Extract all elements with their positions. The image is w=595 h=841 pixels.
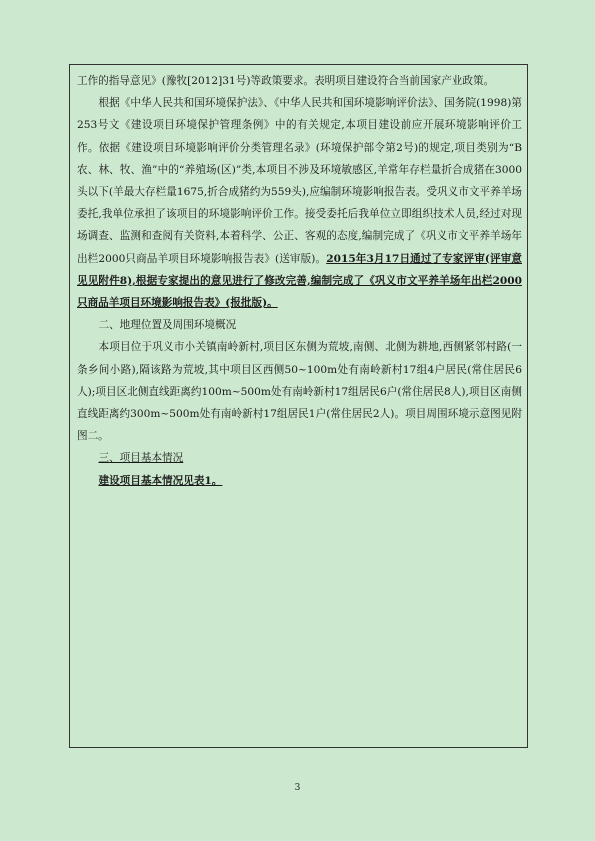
paragraph-location: 本项目位于巩义市小关镇南岭新村,项目区东侧为荒坡,南侧、北侧为耕地,西侧紧邻村路(一条乡间小路),隔该路为荒坡,其中项目区西侧50~100m处有南岭新村17组4户居民(常住居民6人);项目区北侧直线距离约100m~500m处有南岭新村17组居民6户(常住居民8人),项目区南侧直线距离约300m~500m处有南岭新村17组居民1户(常住居民2人)。项目周围环境示意图见附图二。 xyxy=(77,341,522,443)
paragraph-eia-basis-text: 根据《中华人民共和国环境保护法》、《中华人民共和国环境影响评价法》、国务院(1998)第253号文《建设项目环境保护管理条例》中的有关规定,本项目建设前应开展环境影响评价工作。依据《建设项目环境影响评价分类管理名录》(环境保护部令第2号)的规定,项目类别为“B农、林、牧、渔”中的“养殖场(区)”类,本项目不涉及环境敏感区,羊常年存栏量折合成猪在3000头以下(羊最大存栏量1675,折合成猪约为559头),应编制环境影响报告表。受巩义市文平养羊场委托,我单位承担了该项目的环境影响评价工作。接受委托后我单位立即组织技术人员,经过对现场调查、监测和查阅有关资料,本着科学、公正、客观的态度,编制完成了《巩义市文平养羊场年出栏2000只商品羊项目环境影响报告表》(送审版)。 xyxy=(77,97,522,265)
paragraph-eia-basis xyxy=(77,92,522,314)
document-body xyxy=(77,70,522,492)
page-number: 3 xyxy=(294,783,301,793)
section-heading-project-basics: 三、项目基本情况 xyxy=(98,452,184,465)
paragraph-table-reference: 建设项目基本情况见表1。 xyxy=(98,474,223,487)
paragraph-policy: 工作的指导意见》(豫牧[2012]31号)等政策要求。表明项目建设符合当前国家产业政策。 xyxy=(77,75,495,87)
section-heading-location: 二、地理位置及周围环境概况 xyxy=(98,319,237,332)
paragraph-eia-review-emphasis: 2015年3月17日通过了专家评审(评审意见见附件8),根据专家提出的意见进行了修改完善,编制完成了《巩义市文平养羊场年出栏2000只商品羊项目环境影响报告表》(报批版)。 xyxy=(77,252,522,310)
